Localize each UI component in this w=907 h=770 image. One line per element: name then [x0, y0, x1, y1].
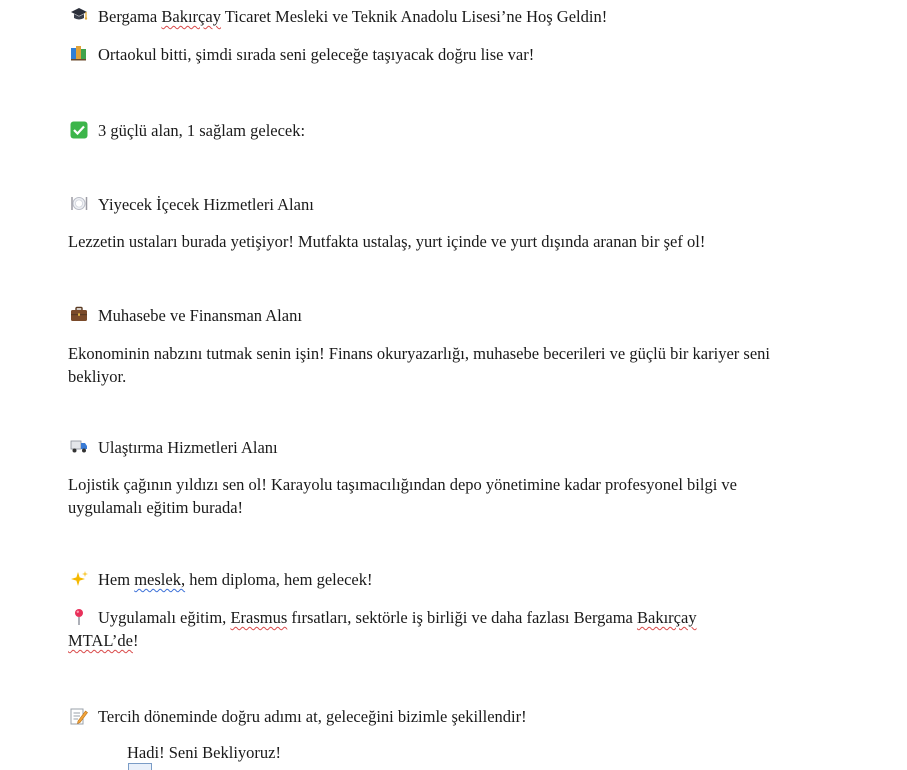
pin-icon	[68, 608, 90, 626]
memo-icon	[68, 707, 90, 725]
cta-text: Tercih döneminde doğru adımı at, geleceğini bizimle şekillendir!	[98, 707, 527, 726]
welcome-text-post: Ticaret Mesleki ve Teknik Anadolu Lisesi’ne Hoş Geldin!	[220, 7, 608, 26]
welcome-line	[68, 6, 607, 28]
slogan-pre: Hem	[98, 570, 135, 589]
area-food-title-text: Yiyecek İçecek Hizmetleri Alanı	[98, 195, 314, 214]
area-accounting-desc: Ekonominin nabzını tutmak senin işin! Finans okuryazarlığı, muhasebe becerileri ve güçlü bir kariyer seni bekliyor.	[68, 344, 770, 386]
intro-line	[68, 44, 534, 66]
plate-icon	[68, 195, 90, 213]
briefcase-icon	[68, 306, 90, 324]
graduation-cap-icon	[68, 7, 90, 25]
cta-line	[68, 706, 527, 728]
features-erasmus: Erasmus	[230, 608, 288, 627]
welcome-school-name: Bakırçay	[161, 7, 221, 26]
area-accounting-title-text: Muhasebe ve Finansman Alanı	[98, 306, 302, 325]
features-paragraph	[68, 606, 788, 652]
check-mark-icon	[68, 121, 90, 139]
area-food-title	[68, 194, 314, 216]
welcome-text-pre: Bergama	[98, 7, 162, 26]
area-accounting-title	[68, 305, 302, 327]
slogan-line	[68, 569, 372, 591]
area-food-desc: Lezzetin ustaları burada yetişiyor! Mutfakta ustalaş, yurt içinde ve yurt dışında aranan bir şef ol!	[68, 232, 706, 251]
area-transport-desc: Lojistik çağının yıldızı sen ol! Karayolu taşımacılığından depo yönetimine kadar profesyonel bilgi ve uygulamalı eğitim burada!	[68, 475, 737, 517]
areas-heading	[68, 120, 305, 142]
sparkles-icon	[68, 570, 90, 588]
features-pre: Uygulamalı eğitim,	[98, 608, 231, 627]
intro-text: Ortaokul bitti, şimdi sırada seni geleceğe taşıyacak doğru lise var!	[98, 45, 535, 64]
truck-icon	[68, 438, 90, 456]
closing-line: Hadi! Seni Bekliyoruz!	[127, 743, 281, 762]
features-mtal: MTAL’de	[68, 631, 133, 650]
paste-options-icon[interactable]	[128, 763, 152, 770]
features-post: !	[132, 631, 139, 650]
area-transport-title	[68, 437, 278, 459]
features-bakircay: Bakırçay	[637, 608, 697, 627]
slogan-post: hem diploma, hem gelecek!	[185, 570, 373, 589]
areas-heading-text: 3 güçlü alan, 1 sağlam gelecek:	[98, 121, 306, 140]
area-transport-title-text: Ulaştırma Hizmetleri Alanı	[98, 438, 278, 457]
books-icon	[68, 45, 90, 63]
slogan-meslek: meslek,	[134, 570, 186, 589]
features-mid: fırsatları, sektörle iş birliği ve daha fazlası Bergama	[287, 608, 638, 627]
